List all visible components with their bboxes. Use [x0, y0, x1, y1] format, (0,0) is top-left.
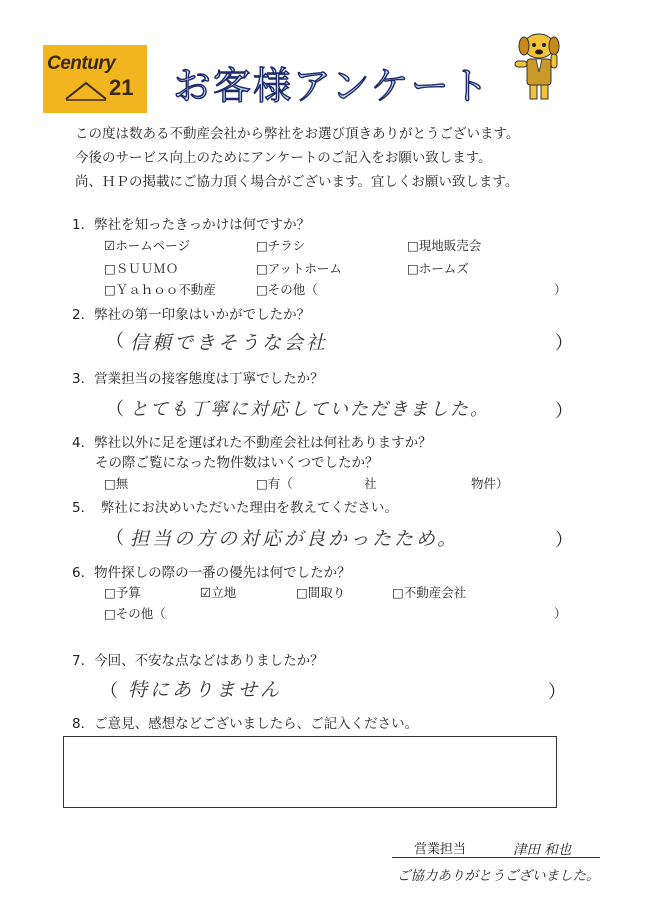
- q2-open-paren: （: [106, 331, 124, 352]
- q7-close-paren: ）: [548, 682, 566, 703]
- signature-line: [392, 857, 600, 858]
- q1-other-close: ）: [554, 282, 567, 297]
- q7-open-paren: （: [100, 681, 118, 702]
- staff-name: 津田 和也: [513, 842, 572, 858]
- intro-line-3: 尚、ＨＰの掲載にご協力頂く場合がございます。宜しくお願い致します。: [75, 174, 519, 190]
- logo-brand-text: Century: [47, 53, 116, 74]
- q6-option-company[interactable]: □不動産会社: [392, 585, 467, 600]
- q1-option-homepage[interactable]: ☑ホームページ: [104, 238, 190, 253]
- q5-close-paren: ）: [555, 530, 573, 551]
- q4-option-yes[interactable]: □有（: [256, 476, 293, 491]
- century21-logo: [43, 45, 147, 113]
- q4-unit-properties: 物件）: [471, 476, 509, 491]
- q6-option-location[interactable]: ☑立地: [200, 585, 237, 600]
- q1-option-suumo[interactable]: □ＳＵＵＭＯ: [104, 261, 179, 276]
- staff-label: 営業担当: [414, 842, 467, 857]
- page-title: お客様アンケート: [173, 64, 491, 108]
- q6-other-close: ）: [554, 606, 567, 621]
- q1-label: 1．弊社を知ったきっかけは何ですか？: [72, 217, 311, 233]
- q2-label: 2．弊社の第一印象はいかがでしたか？: [72, 307, 311, 323]
- q1-option-athome[interactable]: □アットホーム: [256, 261, 342, 276]
- q7-answer: 特にありません: [128, 679, 283, 701]
- q1-option-other[interactable]: □その他（: [256, 282, 318, 297]
- q5-label: 5． 弊社にお決めいただいた理由を教えてください。: [72, 500, 398, 516]
- q4-label: 4．弊社以外に足を運ばれた不動産会社は何社ありますか？: [72, 435, 432, 451]
- q4-option-none[interactable]: □無: [104, 476, 129, 491]
- q5-open-paren: （: [106, 528, 124, 549]
- q4-sub-label: その際ご覧になった物件数はいくつでしたか？: [95, 455, 379, 471]
- q6-option-floorplan[interactable]: □間取り: [296, 585, 346, 600]
- q2-close-paren: ）: [555, 333, 573, 354]
- q4-unit-companies: 社: [364, 476, 377, 491]
- intro-line-1: この度は数ある不動産会社から弊社をお選び頂きありがとうございます。: [75, 126, 520, 142]
- q8-label: 8．ご意見、感想などございましたら、ご記入ください。: [72, 716, 419, 732]
- q3-open-paren: （: [106, 399, 124, 420]
- house-roof-icon: [65, 79, 107, 101]
- q3-label: 3．営業担当の接客態度は丁寧でしたか？: [72, 371, 324, 387]
- q2-answer: 信頼できそうな会社: [130, 332, 329, 354]
- q1-option-homes[interactable]: □ホームズ: [407, 261, 469, 276]
- comments-box[interactable]: [63, 736, 557, 808]
- thanks-text: ご協力ありがとうございました。: [397, 868, 600, 884]
- q3-close-paren: ）: [555, 401, 573, 422]
- dog-mascot-icon: [509, 32, 569, 104]
- q6-option-other[interactable]: □その他（: [104, 606, 166, 621]
- q1-option-flyer[interactable]: □チラシ: [256, 238, 306, 253]
- q1-option-yahoo[interactable]: □Ｙａｈｏｏ不動産: [104, 282, 216, 297]
- q1-option-open-house[interactable]: □現地販売会: [407, 238, 482, 253]
- q3-answer: とても丁寧に対応していただきました。: [130, 399, 490, 420]
- logo-brand-number: 21: [109, 75, 134, 100]
- q6-option-budget[interactable]: □予算: [104, 585, 141, 600]
- q6-label: 6．物件探しの際の一番の優先は何でしたか？: [72, 565, 351, 581]
- q7-label: 7．今回、不安な点などはありましたか？: [72, 653, 324, 669]
- intro-line-2: 今後のサービス向上のためにアンケートのご記入をお願い致します。: [75, 150, 492, 166]
- q5-answer: 担当の方の対応が良かったため。: [130, 528, 460, 550]
